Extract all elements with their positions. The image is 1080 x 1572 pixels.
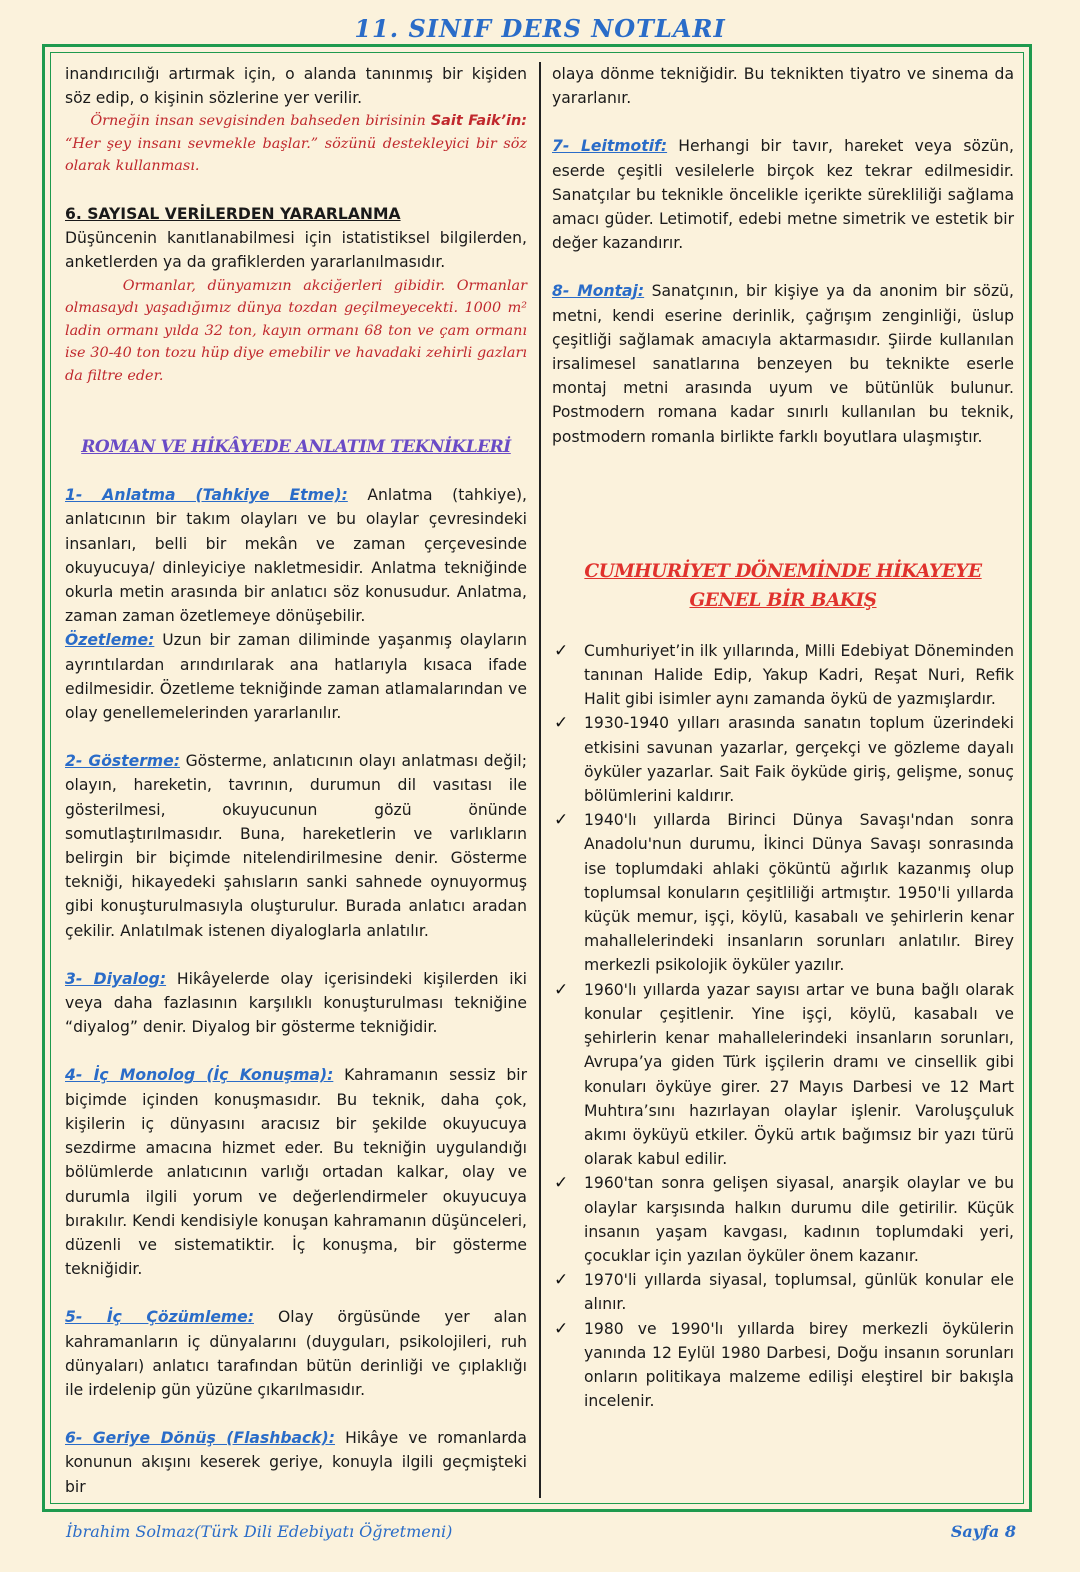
forest-example	[65, 275, 527, 388]
diyalog-text: Hikâyelerde olay içerisindeki kişilerden iki veya daha fazlasının karşılıklı konuşturulması tekniğine “diyalog” denir. Diyalog bir gösterme tekniğidir.	[65, 969, 527, 1037]
flashback-continued: olaya dönme tekniğidir. Bu teknikten tiyatro ve sinema da yararlanır.	[552, 65, 1014, 108]
flashback-text: Hikâye ve romanlarda konunun akışını keserek geriye, konuyla ilgili geçmişteki bir	[65, 1429, 527, 1496]
anlatma-text: Anlatma (tahkiye), anlatıcının bir takım olayları ve bu olaylar çevresindeki insanları, belli bir mekân ve zaman çerçevesinde okuyucuya/ dinleyiciye nakletmesidir. Anlatma tekniğinde okurla metin arasında bir anlatıcı söz konusudur. Anlatma, zaman zaman özetlemeye dönüşebilir.	[65, 486, 527, 626]
right-column	[552, 62, 1014, 1413]
cozumleme-text: Olay örgüsünde yer alan kahramanların iç dünyalarını (duyguları, psikolojileri, ruh dünyaları) anlatıcı tarafından bütün derinliği ve çıplaklığı ile irdelenip gün yüzüne çıkarılmasıdır.	[65, 1308, 527, 1399]
list-item: ✓ Cumhuriyet’in ilk yıllarında, Milli Edebiyat Döneminden tanınan Halide Edip, Yakup Kadri, Reşat Nuri, Refik Halit gibi isimler aynı zamanda öykü de yazmışlardır.	[554, 640, 1014, 709]
example-quote-author: Sait Faik’in:	[430, 113, 527, 130]
check-icon: ✓	[554, 1270, 569, 1291]
list-item: ✓ 1960'lı yıllarda yazar sayısı artar ve buna bağlı olarak konular çeşitlenir. Yine işçi, köylü, kasabalı ve şehirlerin kenar mahallelerindeki insanların sorunları, Avrupa’ya giden Türk işçilerin dramı ve cinsellik gibi konuları öyküye girer. 27 Mayıs Darbesi ve 12 Mart Muhtıra’sını hazırlayan olaylar işlenir. Varoluşçuluk akımı öyküyü etkiler. Öykü artık bağımsız bir yazı türü olarak kabul edilir.	[554, 979, 1014, 1169]
intro-paragraph: inandırıcılığı artırmak için, o alanda tanınmış bir kişiden söz edip, o kişinin sözlerine yer verilir.	[65, 65, 527, 108]
montaj-paragraph	[552, 279, 1014, 448]
ozetleme-paragraph	[65, 628, 527, 725]
check-icon: ✓	[554, 810, 569, 831]
footer-author: İbrahim Solmaz(Türk Dili Edebiyatı Öğretmeni)	[66, 1522, 453, 1541]
leitmotif-term: 7- Leitmotif:	[552, 137, 668, 156]
list-item: ✓ 1940'lı yıllarda Birinci Dünya Savaşı'ndan sonra Anadolu'nun durumu, İkinci Dünya Savaşı sonrasında ise toplumdaki ahlaki çöküntü ağırlık kazanmış olup toplumsal konuların çeşitliliği artmıştır. 1950'li yıllarda küçük memur, işçi, köylü, kasabalı ve şehirlerin kenar mahallelerindeki insanların sorunları anlatılır. Birey merkezli psikolojik öyküler yazılır.	[554, 810, 1014, 975]
diyalog-term: 3- Diyalog:	[65, 969, 167, 988]
column-divider	[539, 62, 541, 1498]
example-quote	[65, 110, 527, 178]
gosterme-paragraph	[65, 749, 527, 943]
anlatma-term: 1- Anlatma (Tahkiye Etme):	[65, 486, 348, 505]
cumhuriyet-title-line-2: GENEL BİR BAKIŞ	[689, 589, 877, 611]
list-item: ✓ 1980 ve 1990'lı yıllarda birey merkezli öykülerin yanında 12 Eylül 1980 Darbesi, Doğu insanın sorunları onların politikaya malzeme edilişi eleştirel bir bakışla incelenir.	[554, 1318, 1014, 1411]
check-icon: ✓	[554, 713, 569, 734]
list-item: ✓ 1930-1940 yılları arasında sanatın toplum üzerindeki etkisini savunan yazarlar, gerçekçi ve gözleme dayalı öyküler yazarlar. Sait Faik öyküde giriş, gelişme, sonuç bölümlerini kaldırır.	[554, 713, 1014, 806]
check-icon: ✓	[554, 1318, 569, 1339]
list-item: ✓ 1960'tan sonra gelişen siyasal, anarşik olaylar ve bu olaylar karşısında halkın durumu dile getirilir. Küçük insanın yaşam kavgası, kadının toplumdaki yeri, çocuklar için yazılan öyküler önem kazanır.	[554, 1173, 1014, 1265]
diyalog-paragraph	[65, 967, 527, 1040]
list-item: ✓ 1970'li yıllarda siyasal, toplumsal, günlük konular ele alınır.	[554, 1270, 1014, 1314]
sayisal-heading: 6. SAYISAL VERİLERDEN YARARLANMA	[65, 204, 401, 223]
check-icon: ✓	[554, 640, 569, 661]
leitmotif-paragraph	[552, 134, 1014, 255]
forest-example-text: Ormanlar, dünyamızın akciğerleri gibidir. Ormanlar olmasaydı yaşadığımız dünya tozdan geçilmeyecekti. 1000 m² ladin ormanı yılda 32 ton, kayın ormanı 68 ton ve çam ormanı ise 30-40 ton tozu hüp diye emebilir ve havadaki zehirli gazları da filtre eder.	[65, 277, 527, 384]
check-icon: ✓	[554, 979, 569, 1000]
cumhuriyet-title-block	[552, 557, 1014, 615]
cozumleme-term: 5- İç Çözümleme:	[65, 1308, 254, 1327]
example-quote-text-2: “Her şey insanı sevmekle başlar.” sözünü destekleyici bir söz olarak kullanması.	[65, 135, 527, 175]
sayisal-paragraph: Düşüncenin kanıtlanabilmesi için istatistiksel bilgilerden, anketlerden ya da grafiklerden yararlanılmasıdır.	[65, 229, 527, 272]
gosterme-text: Gösterme, anlatıcının olayı anlatması değil; olayın, hareketin, tavrının, durumun dil vasıtası ile gösterilmesi, okuyucunun gözü önünde somutlaştırılmasıdır. Buna, hareketlerin ve varlıkların belirgin bir biçimde nitelendirilmesine denir. Gösterme tekniği, hikayedeki şahısların sanki sahnede oynuyormuş gibi konuşturulmasıyla oluşturulur. Burada anlatıcı aradan çekilir. Anlatılmak istenen diyaloglarla anlatılır.	[65, 752, 527, 940]
leitmotif-text: Herhangi bir tavır, hareket veya sözün, eserde çeşitli vesilelerle birçok kez tekrar edilmesidir. Sanatçılar bu teknikle öncelikle içerikte sürekliliği sağlama amacı güder. Letimotif, edebi metne simetrik ve estetik bir değer kazandırır.	[552, 137, 1014, 253]
ozetleme-text: Uzun bir zaman diliminde yaşanmış olayların ayrıntılardan arındırılarak ana hatlarıyla kısaca ifade edilmesidir. Özetleme tekniğinde zaman atlamalarından ve olay genellemelerinden yararlanılır.	[65, 631, 527, 723]
flashback-term: 6- Geriye Dönüş (Flashback):	[65, 1429, 335, 1448]
monolog-term: 4- İç Monolog (İç Konuşma):	[65, 1066, 334, 1085]
montaj-text: Sanatçının, bir kişiye ya da anonim bir sözü, metni, kendi eserine derinlik, çağrışım zenginliği, üslup çeşitliği sağlamak amacıyla aktarmasıdır. Şiirde kullanılan irsalimesel sanatlarına benzeyen bu teknikte eserle montaj metni arasında uyum ve bütünlük bulunur. Postmodern romana kadar sınırlı kullanılan bu teknik, postmodern romanla birlikte farklı boyutlara ulaşmıştır.	[552, 282, 1014, 446]
monolog-text: Kahramanın sessiz bir biçimde içinden konuşmasıdır. Bu teknik, daha çok, kişilerin iç dünyasını aracısız bir şekilde okuyucuya sezdirme amacına hizmet eder. Bu tekniğin uygulandığı bölümlerde anlatıcının varlığı ortadan kalkar, olay ve durumla ilgili yorum ve değerlendirmeler okuyucuya bırakılır. Kendi kendisiyle konuşan kahramanın düşünceleri, düzenli ve sistematiktir. İç konuşma, bir gösterme tekniğidir.	[65, 1066, 527, 1279]
cumhuriyet-checklist	[552, 639, 1014, 1414]
cumhuriyet-title-line-1: CUMHURİYET DÖNEMİNDE HİKAYEYE	[584, 560, 982, 582]
check-icon: ✓	[554, 1173, 569, 1194]
cozumleme-paragraph	[65, 1305, 527, 1402]
montaj-term: 8- Montaj:	[552, 282, 645, 301]
flashback-paragraph	[65, 1426, 527, 1499]
page-header-title: 11. SINIF DERS NOTLARI	[354, 14, 726, 43]
monolog-paragraph	[65, 1063, 527, 1281]
footer-page-number: Sayfa 8	[950, 1522, 1016, 1541]
ozetleme-term: Özetleme:	[65, 631, 155, 650]
anlatma-paragraph	[65, 483, 527, 628]
example-quote-text: Örneğin insan sevgisinden bahseden birisinin	[90, 113, 431, 130]
gosterme-term: 2- Gösterme:	[65, 752, 180, 771]
left-column	[65, 62, 527, 1499]
techniques-section-title: ROMAN VE HİKÂYEDE ANLATIM TEKNİKLERİ	[81, 437, 511, 458]
